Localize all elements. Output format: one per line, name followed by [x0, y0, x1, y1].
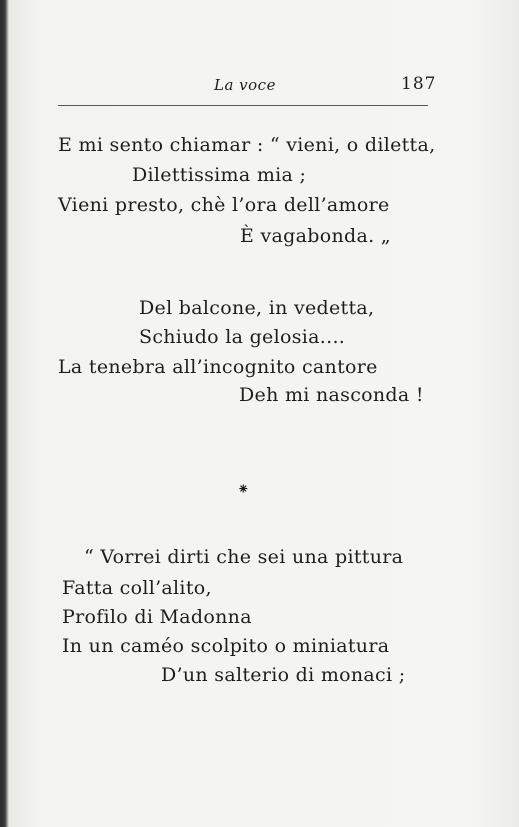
- running-title: La voce: [214, 76, 276, 94]
- verse-line: Vieni presto, chè l’ora dell’amore: [58, 194, 390, 216]
- verse-line: In un caméo scolpito o miniatura: [62, 635, 390, 657]
- verse-line: Dilettissima mia ;: [132, 164, 307, 186]
- verse-line: È vagabonda. „: [240, 225, 391, 247]
- header-rule: [58, 105, 428, 106]
- verse-line: Deh mi nasconda !: [239, 384, 424, 406]
- verse-line: E mi sento chiamar : “ vieni, o diletta,: [58, 134, 436, 156]
- verse-line: D’un salterio di monaci ;: [161, 664, 406, 686]
- verse-line: Fatta coll’alito,: [62, 577, 212, 599]
- page-number: 187: [401, 74, 437, 94]
- verse-line: “ Vorrei dirti che sei una pittura: [84, 546, 404, 568]
- section-ornament: ⁕: [237, 480, 250, 498]
- verse-line: La tenebra all’incognito cantore: [58, 356, 378, 378]
- verse-line: Profilo di Madonna: [62, 606, 252, 628]
- verse-line: Schiudo la gelosia....: [139, 326, 346, 348]
- verse-line: Del balcone, in vedetta,: [139, 297, 375, 319]
